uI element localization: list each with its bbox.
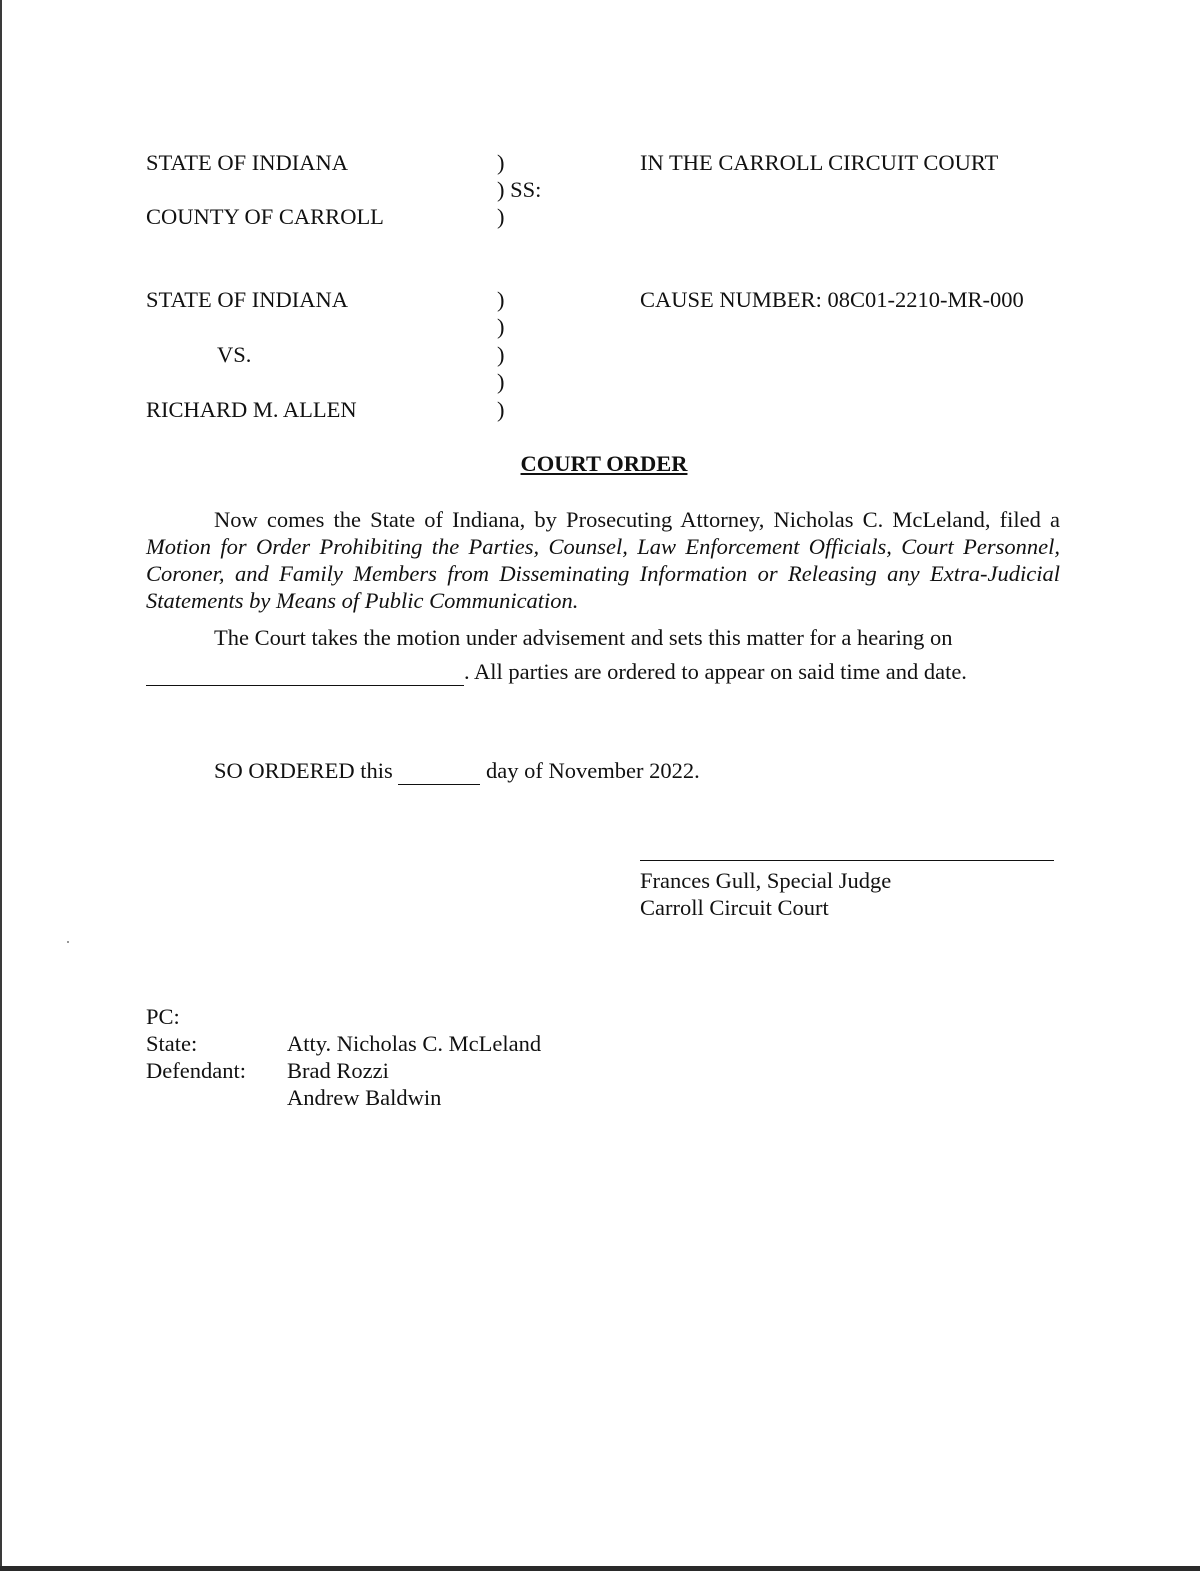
- judge-court: Carroll Circuit Court: [640, 895, 829, 920]
- advisement-text: The Court takes the motion under advisement and sets this matter for a hearing on: [214, 625, 953, 650]
- so-ordered-prefix: SO ORDERED this: [214, 758, 393, 783]
- pc-label: PC:: [146, 1004, 180, 1029]
- caption-state: STATE OF INDIANA: [146, 150, 348, 175]
- defense-counsel: Brad Rozzi: [287, 1058, 389, 1083]
- plaintiff: STATE OF INDIANA: [146, 287, 348, 312]
- cause-number: CAUSE NUMBER: 08C01-2210-MR-000: [640, 287, 1024, 312]
- scan-edge: [0, 0, 2, 1571]
- defendant: RICHARD M. ALLEN: [146, 397, 357, 422]
- state-attorney: Atty. Nicholas C. McLeland: [287, 1031, 542, 1056]
- signature-line: [640, 860, 1054, 861]
- so-ordered-suffix: day of November 2022.: [486, 758, 700, 783]
- so-ordered-line: [214, 757, 700, 785]
- order-title: COURT ORDER: [520, 451, 688, 476]
- appear-text: . All parties are ordered to appear on said time and date.: [464, 659, 967, 684]
- caption-county: COUNTY OF CARROLL: [146, 204, 384, 229]
- scan-speck: [67, 941, 69, 943]
- case-paren: ): [497, 342, 505, 367]
- state-label: State:: [146, 1031, 198, 1056]
- case-paren: ): [497, 369, 505, 394]
- hearing-line: [146, 658, 967, 686]
- defendant-label: Defendant:: [146, 1058, 246, 1083]
- caption-ss: ) SS:: [497, 177, 542, 202]
- caption-paren: ): [497, 204, 505, 229]
- defense-counsel: Andrew Baldwin: [287, 1085, 442, 1110]
- motion-title: Motion for Order Prohibiting the Parties, Counsel, Law Enforcement Officials, Court Personnel, Coroner, and Family Members from Disseminating Information or Releasing any Extra-Judicial Statements by Means of Public Communication.: [146, 534, 1060, 613]
- hearing-date-blank: [146, 658, 464, 686]
- order-paragraph: [146, 506, 1060, 614]
- caption-paren: ): [497, 150, 505, 175]
- order-intro: Now comes the State of Indiana, by Prosecuting Attorney, Nicholas C. McLeland, filed a: [214, 507, 1060, 532]
- case-paren: ): [497, 397, 505, 422]
- scan-edge: [0, 1566, 1200, 1571]
- judge-name: Frances Gull, Special Judge: [640, 868, 892, 893]
- day-blank: [398, 757, 480, 785]
- versus: VS.: [217, 342, 252, 367]
- court-name: IN THE CARROLL CIRCUIT COURT: [640, 150, 999, 175]
- case-paren: ): [497, 287, 505, 312]
- case-paren: ): [497, 314, 505, 339]
